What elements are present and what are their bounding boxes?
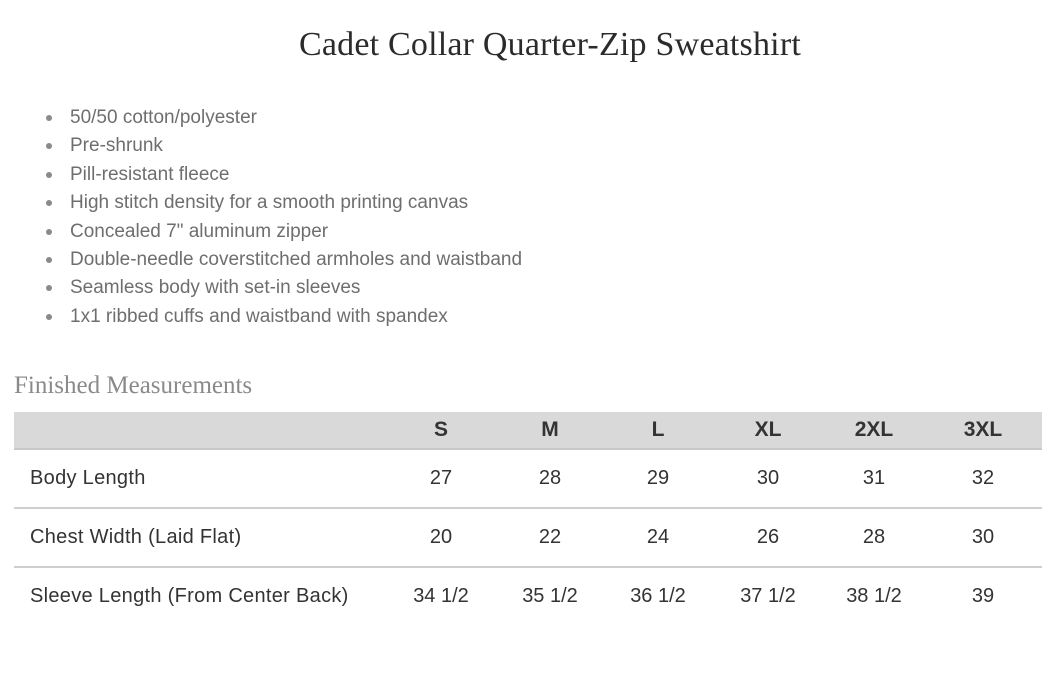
feature-item (40, 132, 522, 160)
size-header: 3XL (924, 412, 1042, 449)
table-cell: 30 (924, 508, 1042, 567)
size-header: S (386, 412, 496, 449)
bullet-icon (46, 229, 52, 235)
table-cell: 26 (712, 508, 824, 567)
table-cell: 36 1/2 (630, 585, 686, 607)
feature-text: 50/50 cotton/polyester (70, 107, 257, 128)
bullet-icon (46, 314, 52, 320)
table-cell: 38 1/2 (846, 585, 902, 607)
feature-text: Pill-resistant fleece (70, 163, 230, 185)
feature-text: 1x1 ribbed cuffs and waistband with spandex (70, 305, 448, 327)
bullet-icon (46, 115, 52, 121)
feature-text: Seamless body with set-in sleeves (70, 277, 361, 299)
header-blank-cell (14, 412, 386, 449)
table-cell: 29 (604, 449, 712, 508)
feature-item (40, 246, 522, 274)
feature-list (40, 104, 522, 331)
feature-item (40, 303, 522, 331)
table-cell: 32 (924, 449, 1042, 508)
table-header-row (14, 412, 1042, 449)
row-label: Body Length (14, 449, 386, 508)
measurements-heading: Finished Measurements (14, 372, 253, 399)
feature-item (40, 218, 522, 246)
size-header: M (496, 412, 604, 449)
feature-item (40, 274, 522, 302)
table-cell: 39 (971, 585, 995, 607)
table-cell: 20 (386, 508, 496, 567)
feature-item (40, 189, 522, 217)
table-cell: 31 (824, 449, 924, 508)
table-cell: 37 1/2 (740, 585, 796, 607)
size-header: 2XL (824, 412, 924, 449)
feature-text: Concealed 7" aluminum zipper (70, 220, 329, 242)
table-cell: 28 (824, 508, 924, 567)
size-header: XL (712, 412, 824, 449)
bullet-icon (46, 200, 52, 206)
table-cell: 22 (496, 508, 604, 567)
table-cell: 30 (712, 449, 824, 508)
measurements-table (14, 412, 1042, 625)
feature-item (40, 104, 522, 132)
table-cell: 28 (496, 449, 604, 508)
bullet-icon (46, 285, 52, 291)
table-row (14, 449, 1042, 508)
table-row (14, 567, 1042, 625)
table-row (14, 508, 1042, 567)
feature-text: Pre-shrunk (70, 135, 163, 157)
row-label: Chest Width (Laid Flat) (14, 508, 386, 567)
table-cell: 24 (604, 508, 712, 567)
size-header: L (604, 412, 712, 449)
feature-text: Double-needle coverstitched armholes and waistband (70, 248, 523, 270)
table-cell: 34 1/2 (413, 585, 469, 607)
bullet-icon (46, 172, 52, 178)
bullet-icon (46, 257, 52, 263)
table-cell: 27 (386, 449, 496, 508)
feature-item (40, 161, 522, 189)
bullet-icon (46, 143, 52, 149)
row-label: Sleeve Length (From Center Back) (30, 585, 349, 607)
feature-text: High stitch density for a smooth printing canvas (70, 192, 469, 214)
page-title: Cadet Collar Quarter-Zip Sweatshirt (298, 26, 801, 63)
table-cell: 35 1/2 (522, 585, 578, 607)
